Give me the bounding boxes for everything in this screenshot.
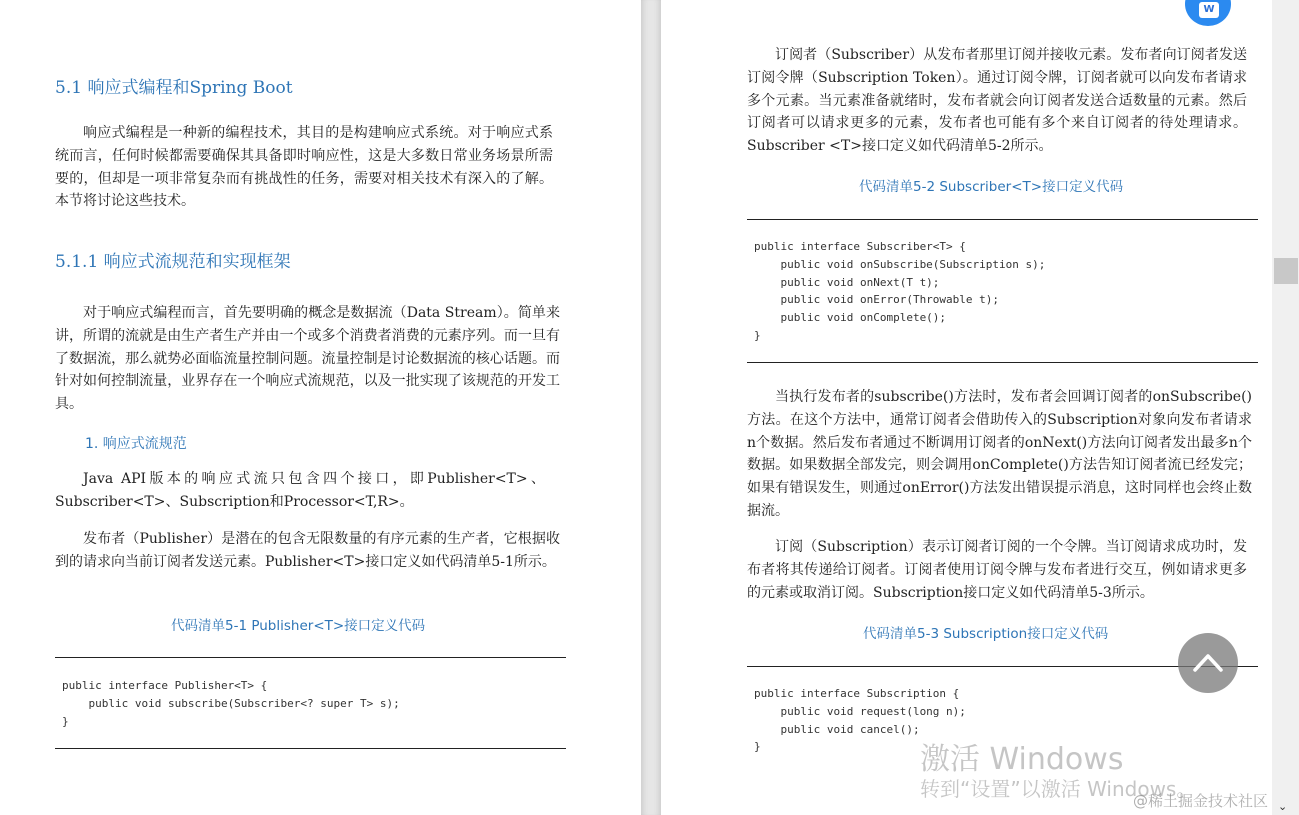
word-icon: W	[1199, 2, 1219, 18]
listing-caption: 代码清单5-1 Publisher<T>接口定义代码	[171, 618, 426, 634]
section-heading: 5.1 响应式编程和Spring Boot	[55, 78, 293, 98]
document-page-left	[0, 0, 641, 815]
intro-paragraph: 响应式编程是一种新的编程技术，其目的是构建响应式系统。对于响应式系统而言，任何时候都需要确保其具备即时响应性，这是大多数日常业务场景所需要的，但却是一项非常复杂而有挑战性的任务，需要对相关技术有深入的了解。本节将讨论这些技术。	[55, 125, 553, 210]
windows-activation-subtitle: 转到“设置”以激活 Windows。	[920, 777, 1197, 801]
scrollbar-thumb[interactable]	[1274, 258, 1298, 284]
chevron-up-icon	[1193, 651, 1223, 673]
numbered-heading: 1. 响应式流规范	[85, 436, 187, 452]
windows-activation-title: 激活 Windows	[920, 742, 1124, 777]
subsection-heading: 5.1.1 响应式流规范和实现框架	[55, 252, 291, 272]
code-2-bottom-rule	[747, 362, 1258, 363]
subscribe-method-paragraph: 当执行发布者的subscribe()方法时，发布者会回调订阅者的onSubscribe()方法。在这个方法中，通常订阅者会借助传入的Subscription对象向发布者请求n个数据。然后发布者通过不断调用订阅者的onNext()方法向订阅者发出最多n个数据。如果数据全部发完，则会调用onComplete()方法告知订阅者流已经发完；如果有错误发生，则通过onError()方法发出错误提示消息，这时同样也会终止数据流。	[747, 389, 1252, 519]
subscription-paragraph: 订阅（Subscription）表示订阅者订阅的一个令牌。当订阅请求成功时，发布者将其传递给订阅者。订阅者使用订阅令牌与发布者进行交互，例如请求更多的元素或取消订阅。Subscription接口定义如代码清单5-3所示。	[747, 539, 1247, 601]
data-stream-paragraph: 对于响应式编程而言，首先要明确的概念是数据流（Data Stream）。简单来讲，所谓的流就是由生产者生产并由一个或多个消费者消费的元素序列。而一旦有了数据流，那么就势必面临流量控制问题。流量控制是讨论数据流的核心话题。而针对如何控制流量，业界存在一个响应式流规范，以及一批实现了该规范的开发工具。	[55, 305, 560, 413]
listing-3-caption: 代码清单5-3 Subscription接口定义代码	[863, 626, 1109, 642]
code-block: public interface Publisher<T> { public void subscribe(Subscriber<? super T> s); }	[62, 679, 400, 728]
code-top-rule	[55, 657, 566, 658]
code-block-2: public interface Subscriber<T> { public void onSubscribe(Subscription s); public void onNext(T t); public void onError(Throwable t); public void onComplete(); }	[754, 240, 1046, 342]
code-block-3: public interface Subscription { public void request(long n); public void cancel(); }	[754, 687, 966, 754]
site-watermark: @稀土掘金技术社区	[1133, 792, 1269, 810]
scroll-down-arrow-icon[interactable]: ⌄	[1278, 800, 1288, 813]
code-bottom-rule	[55, 748, 566, 749]
page-gap	[641, 0, 661, 815]
document-page-right	[661, 0, 1272, 815]
java-api-paragraph: Java API版本的响应式流只包含四个接口，即Publisher<T>、Subscriber<T>、Subscription和Processor<T,R>。	[55, 471, 545, 510]
code-2-top-rule	[747, 219, 1258, 220]
publisher-paragraph: 发布者（Publisher）是潜在的包含无限数量的有序元素的生产者，它根据收到的请求向当前订阅者发送元素。Publisher<T>接口定义如代码清单5-1所示。	[55, 531, 560, 570]
subscriber-paragraph: 订阅者（Subscriber）从发布者那里订阅并接收元素。发布者向订阅者发送订阅令牌（Subscription Token）。通过订阅令牌，订阅者就可以向发布者请求多个元素。当元素准备就绪时，发布者就会向订阅者发送合适数量的元素。然后订阅者可以请求更多的元素，发布者也可能有多个来自订阅者的待处理请求。Subscriber <T>接口定义如代码清单5-2所示。	[747, 47, 1247, 155]
back-to-top-button[interactable]	[1178, 633, 1238, 693]
vertical-scrollbar[interactable]	[1272, 0, 1299, 815]
listing-2-caption: 代码清单5-2 Subscriber<T>接口定义代码	[859, 179, 1124, 195]
